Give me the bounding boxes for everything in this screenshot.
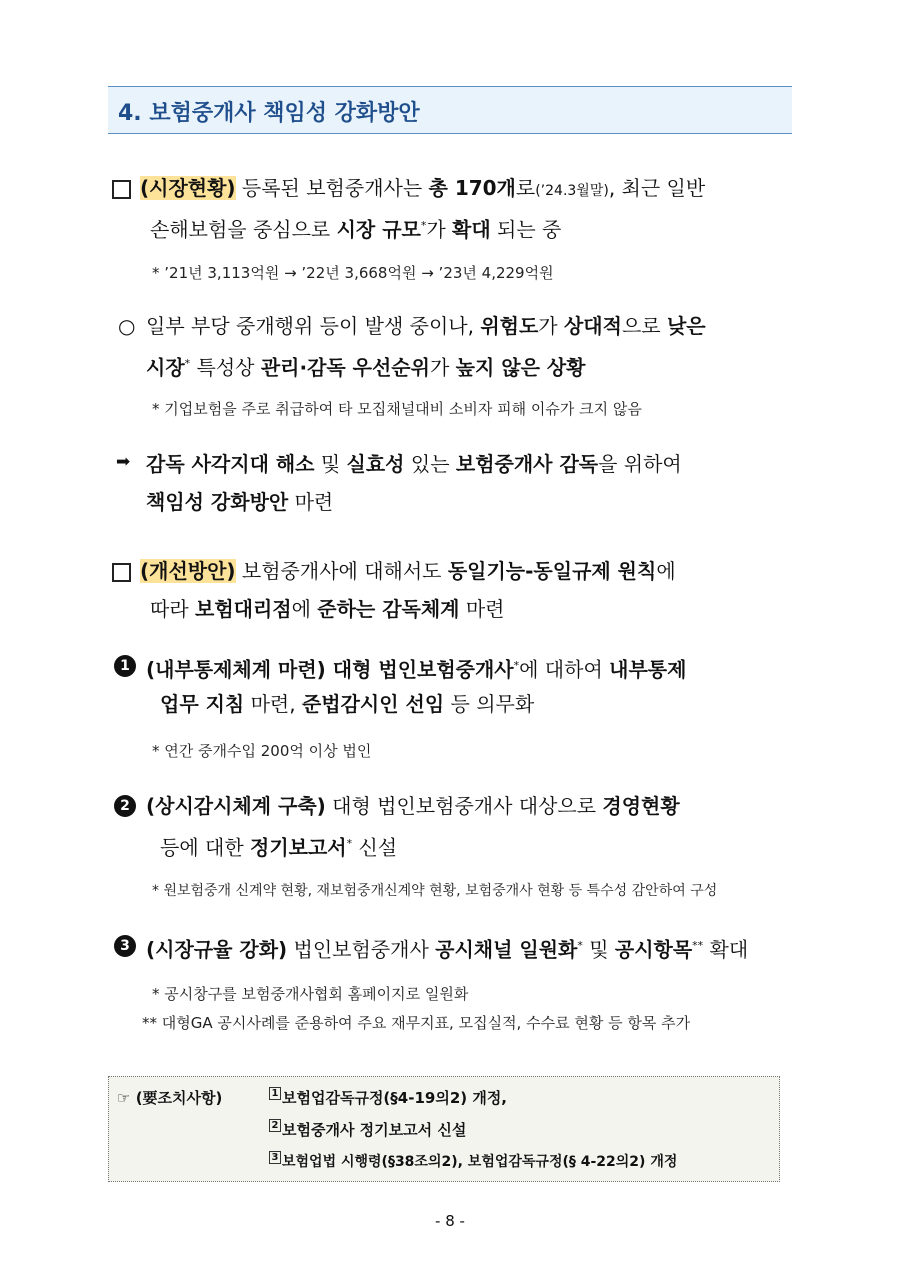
arrow-right-icon: ➡ xyxy=(116,452,131,472)
market-size-note: * ’21년 3,113억원 → ’22년 3,668억원 → ’23년 4,229억원 xyxy=(152,264,554,282)
market-status-line2: 손해보험을 중심으로 시장 규모*가 확대 되는 중 xyxy=(150,217,562,242)
risk-note: * 기업보험을 주로 취급하여 타 모집채널대비 소비자 피해 이슈가 크지 않음 xyxy=(152,400,642,418)
item1-line2: 업무 지침 마련, 준법감시인 선임 등 의무화 xyxy=(160,692,535,716)
improvement-line1: (개선방안) 보험중개사에 대해서도 동일기능-동일규제 원칙에 xyxy=(140,559,676,583)
action-item-3: 3 보험업법 시행령(§38조의2), 보험업감독규정(§ 4-22의2) 개정 xyxy=(269,1151,677,1171)
pointing-hand-icon: ☞ xyxy=(117,1089,131,1107)
action-item-1: 1 보험업감독규정(§4-19의2) 개정, xyxy=(269,1087,507,1108)
market-status-line1: (시장현황) 등록된 보험중개사는 총 170개로(’24.3월말), 최근 일반 xyxy=(140,176,706,200)
section-title: 4. 보험중개사 책임성 강화방안 xyxy=(118,101,420,126)
checkbox-bullet xyxy=(112,180,131,199)
action-item-2: 2 보험중개사 정기보고서 신설 xyxy=(269,1119,466,1140)
circle-bullet-icon: ○ xyxy=(118,314,136,338)
risk-line2: 시장* 특성상 관리·감독 우선순위가 높지 않은 상황 xyxy=(146,355,586,380)
required-actions-header: ☞ (要조치사항) xyxy=(117,1089,223,1107)
number-badge-3: 3 xyxy=(114,935,136,957)
item3-note2: ** 대형GA 공시사례를 준용하여 주요 재무지표, 모집실적, 수수료 현황 등 항목 추가 xyxy=(142,1014,691,1032)
risk-line1: 일부 부당 중개행위 등이 발생 중이나, 위험도가 상대적으로 낮은 xyxy=(146,314,706,338)
item3-line1: (시장규율 강화) 법인보험중개사 공시채널 일원화* 및 공시항목** 확대 xyxy=(146,937,749,962)
improvement-line2: 따라 보험대리점에 준하는 감독체계 마련 xyxy=(150,597,505,621)
item1-note: * 연간 중개수입 200억 이상 법인 xyxy=(152,742,372,760)
item2-line2: 등에 대한 정기보고서* 신설 xyxy=(160,835,398,860)
checkbox-bullet xyxy=(112,563,131,582)
item1-line1: (내부통제체계 마련) 대형 법인보험중개사*에 대하여 내부통제 xyxy=(146,657,687,682)
page-number: - 8 - xyxy=(435,1212,465,1230)
item2-note: * 원보험중개 신계약 현황, 재보험중개신계약 현황, 보험중개사 현황 등 특수성 감안하여 구성 xyxy=(152,883,718,899)
item3-note1: * 공시창구를 보험중개사협회 홈페이지로 일원화 xyxy=(152,985,469,1003)
number-badge-1: 1 xyxy=(114,655,136,677)
number-badge-2: 2 xyxy=(114,795,136,817)
section-title-bar xyxy=(108,86,792,134)
conclusion-line2: 책임성 강화방안 마련 xyxy=(146,490,334,514)
conclusion-line1: 감독 사각지대 해소 및 실효성 있는 보험중개사 감독을 위하여 xyxy=(146,452,682,476)
item2-line1: (상시감시체계 구축) 대형 법인보험중개사 대상으로 경영현황 xyxy=(146,794,680,818)
required-actions-box xyxy=(108,1076,780,1182)
